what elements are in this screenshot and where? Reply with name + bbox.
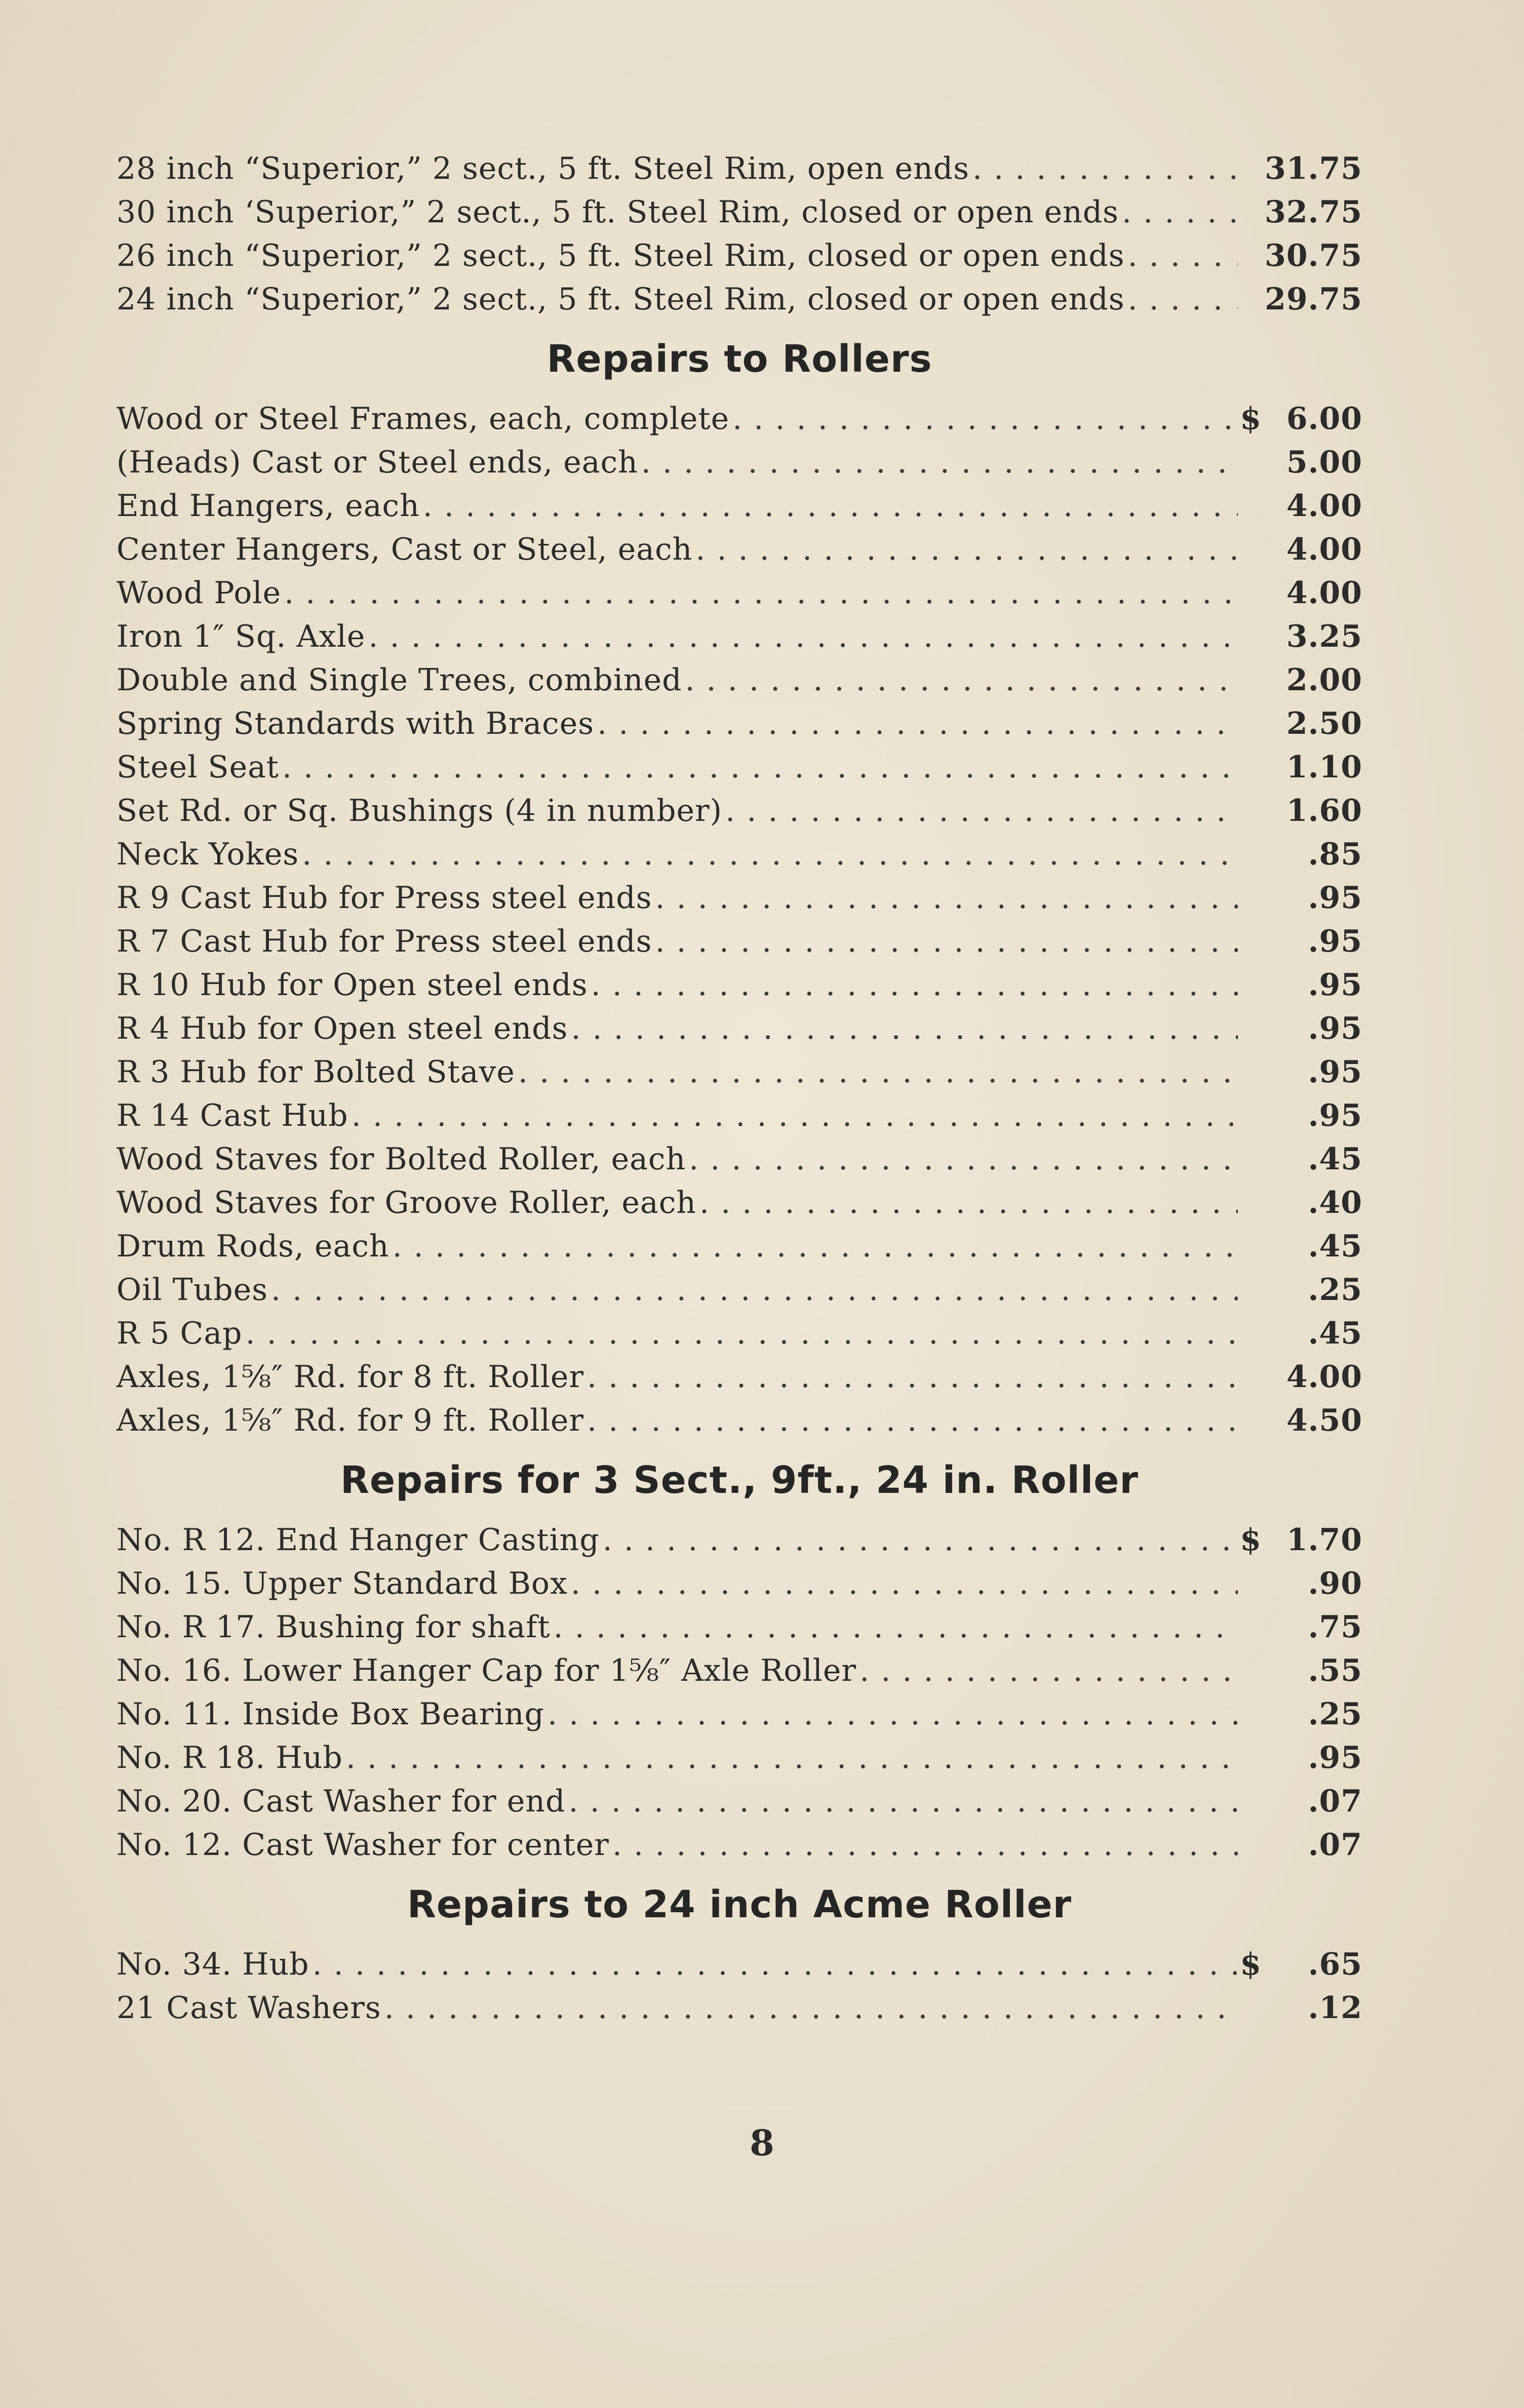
list-item: [116, 1518, 1362, 1562]
sections-container: [116, 321, 1362, 2030]
list-item: [116, 441, 1362, 484]
item-label: 28 inch “Superior,” 2 sect., 5 ft. Steel Rim, open ends: [116, 151, 969, 186]
list-item: [116, 1649, 1362, 1692]
list-item: [116, 833, 1362, 876]
dot-leader: [685, 658, 1238, 702]
item-price: 5.00: [1286, 445, 1362, 480]
list-item: [116, 1692, 1362, 1736]
list-item: [116, 1605, 1362, 1649]
item-label: 30 inch ‘Superior,” 2 sect., 5 ft. Steel Rim, closed or open ends: [116, 194, 1119, 230]
item-label: R 4 Hub for Open steel ends: [116, 1011, 568, 1046]
price-section: [116, 1442, 1362, 1867]
dot-leader: [312, 1943, 1237, 1986]
item-price: .45: [1308, 1316, 1362, 1351]
list-item: [116, 1137, 1362, 1181]
item-label: End Hangers, each: [116, 488, 420, 524]
item-label: Iron 1″ Sq. Axle: [116, 619, 366, 654]
item-label: R 3 Hub for Bolted Stave: [116, 1054, 515, 1090]
item-label: (Heads) Cast or Steel ends, each: [116, 445, 638, 480]
dot-leader: [591, 963, 1238, 1007]
item-price: 32.75: [1265, 194, 1362, 230]
item-label: R 7 Cast Hub for Press steel ends: [116, 924, 652, 959]
item-label: No. R 18. Hub: [116, 1740, 343, 1775]
dot-leader: [1122, 190, 1238, 234]
list-item: [116, 1007, 1362, 1050]
item-label: No. R 17. Bushing for shaft: [116, 1609, 551, 1645]
item-price: .75: [1308, 1609, 1362, 1645]
item-price: 4.00: [1286, 532, 1362, 567]
item-label: No. R 12. End Hanger Casting: [116, 1522, 600, 1558]
dot-leader: [393, 1225, 1238, 1268]
section-heading: Repairs to Rollers: [546, 337, 932, 381]
dot-leader: [612, 1823, 1238, 1867]
item-label: No. 15. Upper Standard Box: [116, 1566, 568, 1601]
dot-leader: [368, 615, 1238, 658]
item-currency: $: [1240, 401, 1261, 437]
dot-leader: [346, 1736, 1238, 1780]
list-item: [116, 571, 1362, 615]
list-item: [116, 1225, 1362, 1268]
dot-leader: [655, 920, 1238, 963]
dot-leader: [282, 745, 1238, 789]
item-price: 1.60: [1286, 793, 1362, 828]
item-price: 1.10: [1286, 749, 1362, 785]
item-price: .07: [1308, 1784, 1362, 1819]
item-label: 26 inch “Superior,” 2 sect., 5 ft. Steel Rim, closed or open ends: [116, 238, 1125, 273]
item-price: 1.70: [1286, 1522, 1362, 1558]
list-item: [116, 1094, 1362, 1137]
price-section: [116, 321, 1362, 1442]
dot-leader: [655, 876, 1238, 920]
list-item: [116, 147, 1362, 190]
price-list: [116, 147, 1362, 2030]
list-item: [116, 528, 1362, 571]
list-item: [116, 789, 1362, 833]
item-label: Neck Yokes: [116, 837, 299, 872]
item-price: .95: [1308, 1740, 1362, 1775]
item-label: Axles, 1⅝″ Rd. for 8 ft. Roller: [116, 1359, 584, 1395]
dot-leader: [271, 1268, 1238, 1312]
section-heading: Repairs to 24 inch Acme Roller: [407, 1883, 1072, 1926]
item-price: .95: [1308, 967, 1362, 1003]
item-label: Drum Rods, each: [116, 1229, 389, 1264]
item-label: Axles, 1⅝″ Rd. for 9 ft. Roller: [116, 1403, 584, 1438]
list-item: [116, 615, 1362, 658]
item-price: .95: [1308, 1011, 1362, 1046]
item-price: .85: [1308, 837, 1362, 872]
item-price: .07: [1308, 1827, 1362, 1863]
dot-leader: [699, 1181, 1238, 1225]
list-item: [116, 1399, 1362, 1442]
list-item: [116, 1355, 1362, 1399]
section-heading: Repairs for 3 Sect., 9ft., 24 in. Roller: [340, 1458, 1139, 1502]
item-price: 4.50: [1286, 1403, 1362, 1438]
page-number: 8: [750, 2122, 774, 2164]
item-price: .12: [1308, 1990, 1362, 2026]
item-price: .95: [1308, 1054, 1362, 1090]
item-price: .45: [1308, 1141, 1362, 1177]
item-price: 4.00: [1286, 488, 1362, 524]
list-item: [116, 234, 1362, 278]
item-label: Double and Single Trees, combined: [116, 662, 682, 698]
item-price: .45: [1308, 1229, 1362, 1264]
item-label: 21 Cast Washers: [116, 1990, 381, 2026]
list-item: [116, 1181, 1362, 1225]
item-price: .25: [1308, 1272, 1362, 1308]
item-label: Oil Tubes: [116, 1272, 268, 1308]
item-label: Wood Staves for Bolted Roller, each: [116, 1141, 686, 1177]
list-item: [116, 278, 1362, 321]
item-label: No. 11. Inside Box Bearing: [116, 1696, 544, 1732]
dot-leader: [518, 1050, 1238, 1094]
dot-leader: [246, 1312, 1238, 1355]
item-label: R 5 Cap: [116, 1316, 243, 1351]
item-price: .65: [1308, 1947, 1362, 1982]
list-item: [116, 190, 1362, 234]
dot-leader: [603, 1518, 1237, 1562]
list-item: [116, 1736, 1362, 1780]
item-label: Center Hangers, Cast or Steel, each: [116, 532, 693, 567]
list-item: [116, 1823, 1362, 1867]
item-label: No. 12. Cast Washer for center: [116, 1827, 609, 1863]
item-price: 30.75: [1265, 238, 1362, 273]
list-item: [116, 745, 1362, 789]
list-item: [116, 1780, 1362, 1823]
list-item: [116, 1268, 1362, 1312]
dot-leader: [641, 441, 1238, 484]
item-price: 29.75: [1265, 282, 1362, 317]
dot-leader: [548, 1692, 1238, 1736]
list-item: [116, 1943, 1362, 1986]
item-label: R 9 Cast Hub for Press steel ends: [116, 880, 652, 916]
item-label: 24 inch “Superior,” 2 sect., 5 ft. Steel Rim, closed or open ends: [116, 282, 1125, 317]
item-price: .40: [1308, 1185, 1362, 1220]
list-item: [116, 658, 1362, 702]
intro-list: [116, 147, 1362, 321]
dot-leader: [284, 571, 1238, 615]
item-price: 4.00: [1286, 575, 1362, 611]
dot-leader: [351, 1094, 1238, 1137]
item-price: .95: [1308, 924, 1362, 959]
dot-leader: [972, 147, 1238, 190]
dot-leader: [1128, 234, 1238, 278]
item-price: 6.00: [1286, 401, 1362, 437]
item-label: R 14 Cast Hub: [116, 1098, 348, 1133]
dot-leader: [587, 1355, 1238, 1399]
dot-leader: [571, 1562, 1238, 1605]
item-price: 4.00: [1286, 1359, 1362, 1395]
dot-leader: [732, 397, 1237, 441]
list-item: [116, 397, 1362, 441]
dot-leader: [554, 1605, 1238, 1649]
item-label: No. 16. Lower Hanger Cap for 1⅝″ Axle Roller: [116, 1653, 857, 1688]
item-label: Steel Seat: [116, 749, 279, 785]
item-price: .95: [1308, 880, 1362, 916]
item-currency: $: [1240, 1522, 1261, 1558]
item-label: Wood Pole: [116, 575, 282, 611]
dot-leader: [1128, 278, 1238, 321]
dot-leader: [302, 833, 1238, 876]
list-item: [116, 1986, 1362, 2030]
item-currency: $: [1240, 1947, 1261, 1982]
item-price: .90: [1308, 1566, 1362, 1601]
dot-leader: [571, 1007, 1238, 1050]
item-label: No. 34. Hub: [116, 1947, 309, 1982]
item-price: 31.75: [1265, 151, 1362, 186]
list-item: [116, 484, 1362, 528]
dot-leader: [689, 1137, 1238, 1181]
dot-leader: [597, 702, 1238, 745]
dot-leader: [568, 1780, 1238, 1823]
item-price: .25: [1308, 1696, 1362, 1732]
list-item: [116, 1562, 1362, 1605]
item-label: No. 20. Cast Washer for end: [116, 1784, 566, 1819]
price-section: [116, 1867, 1362, 2030]
item-label: Set Rd. or Sq. Bushings (4 in number): [116, 793, 723, 828]
item-price: 2.50: [1286, 706, 1362, 741]
item-price: .55: [1308, 1653, 1362, 1688]
dot-leader: [423, 484, 1238, 528]
item-label: Wood or Steel Frames, each, complete: [116, 401, 730, 437]
item-price: 3.25: [1286, 619, 1362, 654]
list-item: [116, 920, 1362, 963]
item-price: .95: [1308, 1098, 1362, 1133]
list-item: [116, 702, 1362, 745]
list-item: [116, 963, 1362, 1007]
dot-leader: [725, 789, 1238, 833]
item-label: R 10 Hub for Open steel ends: [116, 967, 588, 1003]
list-item: [116, 1312, 1362, 1355]
dot-leader: [587, 1399, 1238, 1442]
list-item: [116, 1050, 1362, 1094]
item-label: Spring Standards with Braces: [116, 706, 595, 741]
dot-leader: [384, 1986, 1238, 2030]
dot-leader: [695, 528, 1238, 571]
item-label: Wood Staves for Groove Roller, each: [116, 1185, 696, 1220]
list-item: [116, 876, 1362, 920]
dot-leader: [859, 1649, 1238, 1692]
item-price: 2.00: [1286, 662, 1362, 698]
